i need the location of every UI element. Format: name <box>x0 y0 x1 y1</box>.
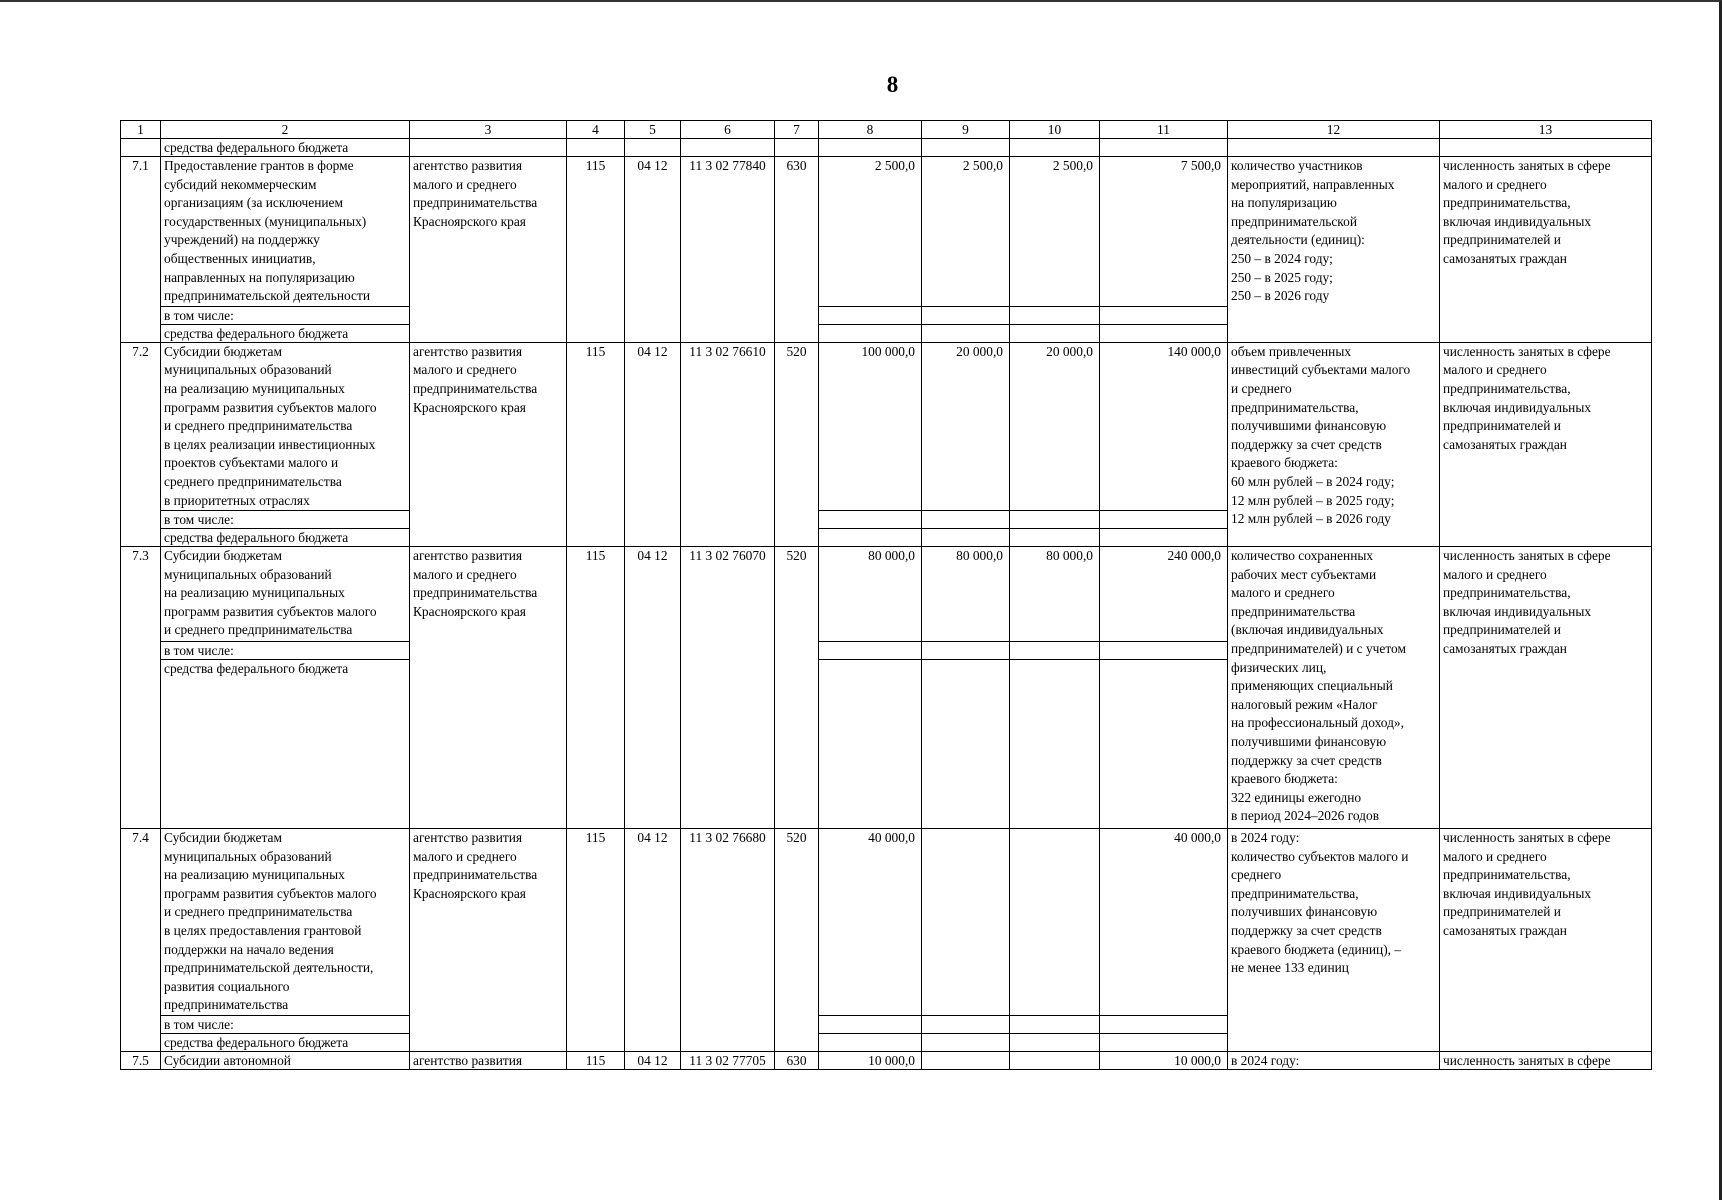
table-row <box>121 157 1652 307</box>
amount-2024: 2 500,0 <box>819 157 922 307</box>
measure-name: Субсидии автономной <box>161 1052 410 1070</box>
column-header: 3 <box>410 121 567 139</box>
page-number: 8 <box>886 72 899 97</box>
row-number: 7.2 <box>121 342 161 546</box>
amount-2024: 40 000,0 <box>819 829 922 1016</box>
amount-2026 <box>1010 1052 1100 1070</box>
target-indicator: численность занятых в сфере малого и среднего предпринимательства, включая индивидуальных предпринимателей и самозанятых граждан <box>1440 342 1652 546</box>
row-label: в том числе: <box>161 306 410 324</box>
amount-2026 <box>1010 829 1100 1016</box>
amount-2024: 10 000,0 <box>819 1052 922 1070</box>
row-label: в том числе: <box>161 1016 410 1034</box>
expected-result: в 2024 году: <box>1228 1052 1440 1070</box>
row-label: средства федерального бюджета <box>161 139 410 157</box>
row-number: 7.3 <box>121 547 161 829</box>
amount-2025 <box>922 829 1010 1016</box>
table-row <box>121 547 1652 642</box>
table-row <box>121 829 1652 1016</box>
executor: агентство развития малого и среднего предпринимательства Красноярского края <box>410 342 567 546</box>
row-label: средства федерального бюджета <box>161 529 410 547</box>
csr-code: 11 3 02 76610 <box>681 342 775 546</box>
amount-2024: 100 000,0 <box>819 342 922 510</box>
vr-code: 520 <box>775 829 819 1052</box>
vr-code: 520 <box>775 547 819 829</box>
column-header: 4 <box>567 121 625 139</box>
row-number: 7.1 <box>121 157 161 343</box>
row-label: средства федерального бюджета <box>161 660 410 829</box>
amount-total: 10 000,0 <box>1100 1052 1228 1070</box>
column-number-row <box>121 121 1652 139</box>
row-number: 7.4 <box>121 829 161 1052</box>
executor: агентство развития <box>410 1052 567 1070</box>
grbs-code: 115 <box>567 829 625 1052</box>
target-indicator: численность занятых в сфере малого и среднего предпринимательства, включая индивидуальных предпринимателей и самозанятых граждан <box>1440 547 1652 829</box>
row-label: средства федерального бюджета <box>161 324 410 342</box>
amount-2025 <box>922 1052 1010 1070</box>
rzpr-code: 04 12 <box>625 829 681 1052</box>
amount-2024: 80 000,0 <box>819 547 922 642</box>
row-label: в том числе: <box>161 511 410 529</box>
column-header: 9 <box>922 121 1010 139</box>
amount-2026: 20 000,0 <box>1010 342 1100 510</box>
measure-name: Субсидии бюджетам муниципальных образований на реализацию муниципальных программ развития субъектов малого и среднего предпринимательства в целях реализации инвестиционных проектов субъектами малого и среднего предпринимательства в приоритетных отраслях <box>161 342 410 510</box>
target-indicator: численность занятых в сфере <box>1440 1052 1652 1070</box>
grbs-code: 115 <box>567 157 625 343</box>
amount-2026: 2 500,0 <box>1010 157 1100 307</box>
rzpr-code: 04 12 <box>625 1052 681 1070</box>
expected-result: количество сохраненных рабочих мест субъектами малого и среднего предпринимательства (включая индивидуальных предпринимателей) и с учетом физических лиц, применяющих специальный налоговый режим «Налог на профессиональный доход», получившими финансовую поддержку за счет средств краевого бюджета: 322 единицы ежегодно в период 2024–2026 годов <box>1228 547 1440 829</box>
grbs-code: 115 <box>567 342 625 546</box>
rzpr-code: 04 12 <box>625 547 681 829</box>
vr-code: 630 <box>775 1052 819 1070</box>
measure-name: Субсидии бюджетам муниципальных образований на реализацию муниципальных программ развития субъектов малого и среднего предпринимательства <box>161 547 410 642</box>
column-header: 12 <box>1228 121 1440 139</box>
executor: агентство развития малого и среднего предпринимательства Красноярского края <box>410 829 567 1052</box>
table-row <box>121 139 1652 157</box>
vr-code: 520 <box>775 342 819 546</box>
amount-2025: 80 000,0 <box>922 547 1010 642</box>
csr-code: 11 3 02 77705 <box>681 1052 775 1070</box>
target-indicator: численность занятых в сфере малого и среднего предпринимательства, включая индивидуальных предпринимателей и самозанятых граждан <box>1440 829 1652 1052</box>
amount-2025: 20 000,0 <box>922 342 1010 510</box>
table-row <box>121 1052 1652 1070</box>
vr-code: 630 <box>775 157 819 343</box>
row-number: 7.5 <box>121 1052 161 1070</box>
expected-result: в 2024 году: количество субъектов малого и среднего предпринимательства, получивших финансовую поддержку за счет средств краевого бюджета (единиц), – не менее 133 единиц <box>1228 829 1440 1052</box>
executor: агентство развития малого и среднего предпринимательства Красноярского края <box>410 157 567 343</box>
row-label: средства федерального бюджета <box>161 1034 410 1052</box>
column-header: 5 <box>625 121 681 139</box>
amount-total: 40 000,0 <box>1100 829 1228 1016</box>
column-header: 8 <box>819 121 922 139</box>
executor: агентство развития малого и среднего предпринимательства Красноярского края <box>410 547 567 829</box>
expected-result: объем привлеченных инвестиций субъектами малого и среднего предпринимательства, получившими финансовую поддержку за счет средств краевого бюджета: 60 млн рублей – в 2024 году; 12 млн рублей – в 2025 году; 12 млн рублей – в 2026 году <box>1228 342 1440 546</box>
amount-2026: 80 000,0 <box>1010 547 1100 642</box>
expected-result: количество участников мероприятий, направленных на популяризацию предпринимательской деятельности (единиц): 250 – в 2024 году; 250 – в 2025 году; 250 – в 2026 году <box>1228 157 1440 343</box>
row-label: в том числе: <box>161 642 410 660</box>
budget-table <box>120 120 1652 1070</box>
column-header: 6 <box>681 121 775 139</box>
csr-code: 11 3 02 77840 <box>681 157 775 343</box>
column-header: 10 <box>1010 121 1100 139</box>
column-header: 7 <box>775 121 819 139</box>
rzpr-code: 04 12 <box>625 157 681 343</box>
rzpr-code: 04 12 <box>625 342 681 546</box>
measure-name: Предоставление грантов в форме субсидий некоммерческим организациям (за исключением государственных (муниципальных) учреждений) на поддержку общественных инициатив, направленных на популяризацию предпринимательской деятельности <box>161 157 410 307</box>
target-indicator: численность занятых в сфере малого и среднего предпринимательства, включая индивидуальных предпринимателей и самозанятых граждан <box>1440 157 1652 343</box>
column-header: 1 <box>121 121 161 139</box>
grbs-code: 115 <box>567 547 625 829</box>
measure-name: Субсидии бюджетам муниципальных образований на реализацию муниципальных программ развития субъектов малого и среднего предпринимательства в целях предоставления грантовой поддержки на начало ведения предпринимательской деятельности, развития социального предпринимательства <box>161 829 410 1016</box>
column-header: 11 <box>1100 121 1228 139</box>
amount-total: 140 000,0 <box>1100 342 1228 510</box>
column-header: 13 <box>1440 121 1652 139</box>
csr-code: 11 3 02 76070 <box>681 547 775 829</box>
grbs-code: 115 <box>567 1052 625 1070</box>
table-row <box>121 342 1652 510</box>
amount-total: 7 500,0 <box>1100 157 1228 307</box>
column-header: 2 <box>161 121 410 139</box>
amount-2025: 2 500,0 <box>922 157 1010 307</box>
amount-total: 240 000,0 <box>1100 547 1228 642</box>
csr-code: 11 3 02 76680 <box>681 829 775 1052</box>
